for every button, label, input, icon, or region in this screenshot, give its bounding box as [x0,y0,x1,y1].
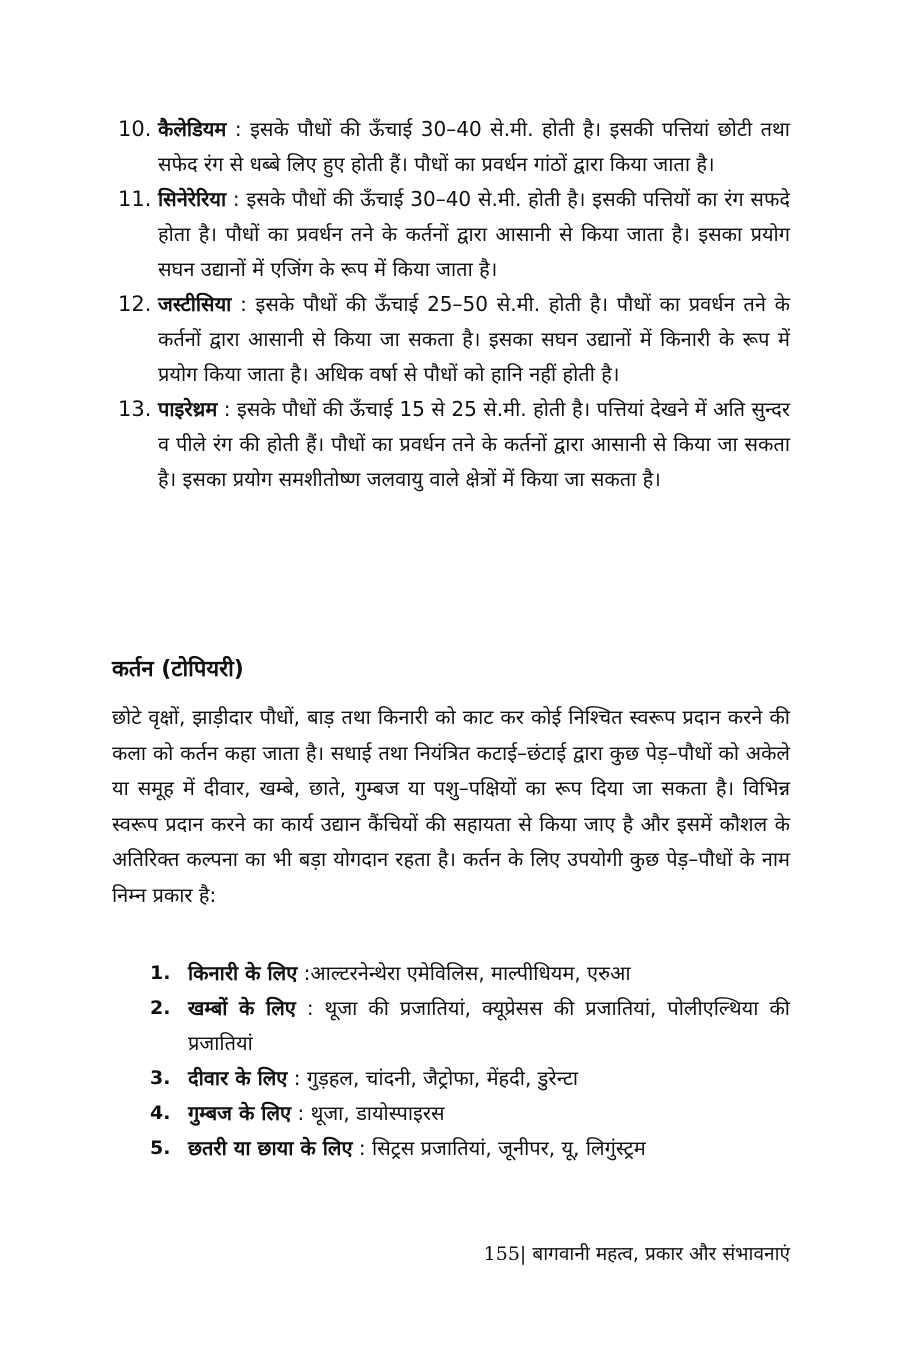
footer-separator: | [519,1243,527,1265]
item-description [188,956,790,991]
plant-item-justicia [118,287,790,392]
item-description [188,1096,790,1131]
item-description [158,182,790,287]
item-description [188,1131,790,1166]
section-paragraph: छोटे वृक्षों, झाड़ीदार पौधों, बाड़ तथा किनारी को काट कर कोई निश्चित स्वरूप प्रदान करने की कला को कर्तन कहा जाता है। सधाई तथा नियंत्रित कटाई–छंटाई द्वारा कुछ पेड़–पौधों को अकेले या समूह में दीवार, खम्बे, छाते, गुम्बज या पशु–पक्षियों का रूप दिया जा सकता है। विभिन्न स्वरूप प्रदान करने का कार्य उद्यान कैंचियों की सहायता से किया जाए है और इसमें कौशल के अतिरिक्त कल्पना का भी बड़ा योगदान रहता है। कर्तन के लिए उपयोगी कुछ पेड़–पौधों के नाम निम्न प्रकार है: [112,705,790,907]
plant-details: : इसके पौधों की ऊँचाई 30–40 से.मी. होती है। इसकी पत्तियां छोटी तथा सफेद रंग से धब्बे लिए हुए होती हैं। पौधों का प्रवर्धन गांठों द्वारा किया जाता है। [158,117,790,176]
item-description [188,991,790,1061]
plant-item-pyrethrum [118,392,790,497]
use-plants: :आल्टरनेन्थेरा एमेविलिस, माल्पीधियम, एरुआ [297,961,631,985]
use-name: किनारी के लिए [188,961,298,985]
use-name: खम्बों के लिए [188,996,296,1020]
item-number: 11. [118,187,152,211]
topiary-plant-list [150,956,790,1166]
use-plants: : गुड़हल, चांदनी, जैट्रोफा, मेंहदी, डुरेन्टा [287,1066,579,1090]
item-description [158,392,790,497]
item-description [158,112,790,182]
plant-details: : इसके पौधों की ऊँचाई 15 से 25 से.मी. होती है। पत्तियां देखने में अति सुन्दर व पीले रंग की होती हैं। पौधों का प्रवर्धन तने के कर्तनों द्वारा आसानी से किया जा सकता है। इसका प्रयोग समशीतोष्ण जलवायु वाले क्षेत्रों में किया जा सकता है। [158,397,790,491]
item-number: 1. [150,962,171,984]
plant-name: जस्टीसिया [158,292,232,316]
plant-details: : इसके पौधों की ऊँचाई 25–50 से.मी. होती है। पौधों का प्रवर्धन तने के कर्तनों द्वारा आसानी से किया जा सकता है। इसका सघन उद्यानों में किनारी के रूप में प्रयोग किया जाता है। अधिक वर्षा से पौधों को हानि नहीं होती है। [158,292,790,386]
page-number: 155 [483,1243,520,1265]
item-number: 4. [150,1102,171,1124]
list-item [150,1096,790,1131]
item-number: 5. [150,1137,171,1159]
item-number: 13. [118,397,152,421]
plant-details: : इसके पौधों की ऊँचाई 30–40 से.मी. होती है। इसकी पत्तियों का रंग सफदे होता है। पौधों का प्रवर्धन तने के कर्तनों द्वारा आसानी से किया जाता है। इसका प्रयोग सघन उद्यानों में एजिंग के रूप में किया जाता है। [158,187,790,281]
item-number: 10. [118,117,152,141]
use-plants: : थूजा, डायोस्पाइरस [291,1101,445,1125]
list-item [150,991,790,1061]
use-plants: : थूजा की प्रजातियां, क्यूप्रेसस की प्रजातियां, पोलीएल्थिया की प्रजातियां [188,996,790,1055]
item-number: 3. [150,1067,171,1089]
item-description [188,1061,790,1096]
page-footer [484,1240,790,1268]
use-name: छतरी या छाया के लिए [188,1136,353,1160]
use-plants: : सिट्रस प्रजातियां, जूनीपर, यू, लिगुंस्ट्रम [352,1136,646,1160]
section-heading: कर्तन (टोपियरी) [112,657,244,682]
plant-item-caladium [118,112,790,182]
plant-name: सिनेरेरिया [158,187,227,211]
item-number: 2. [150,997,171,1019]
plant-list [118,112,790,497]
list-item [150,1061,790,1096]
book-title: बागवानी महत्व, प्रकार और संभावनाएं [526,1243,790,1265]
list-item [150,1131,790,1166]
item-description [158,287,790,392]
plant-item-cineraria [118,182,790,287]
item-number: 12. [118,292,152,316]
list-item [150,956,790,991]
use-name: दीवार के लिए [188,1066,288,1090]
plant-name: पाइरेथ्रम [158,397,218,421]
plant-name: कैलेडियम [158,117,227,141]
use-name: गुम्बज के लिए [188,1101,292,1125]
